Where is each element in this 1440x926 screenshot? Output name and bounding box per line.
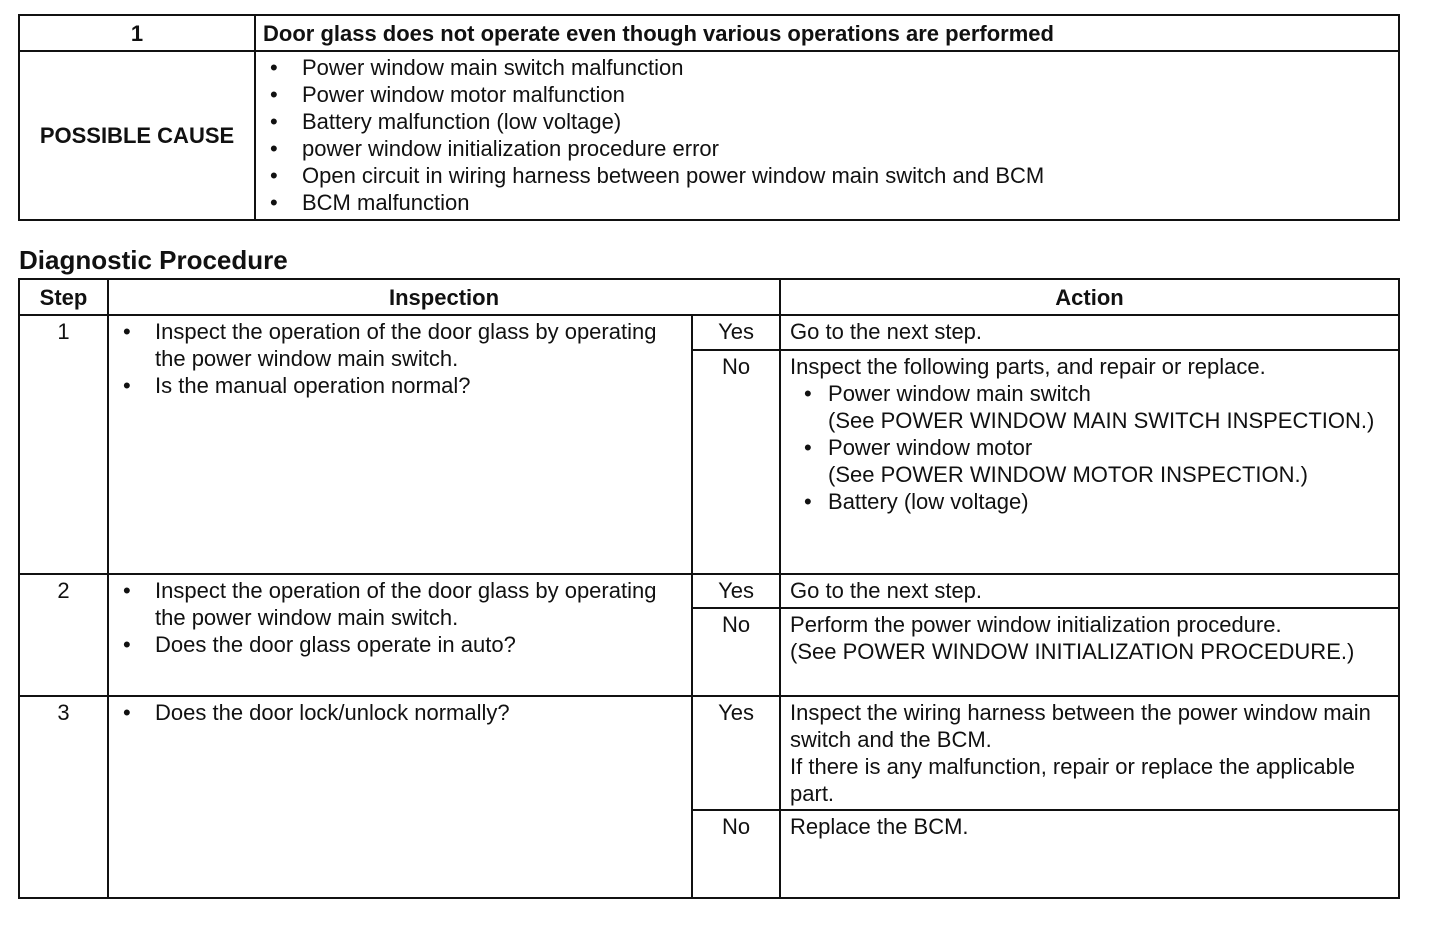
yes-action-line: Inspect the wiring harness between the power window main switch and the BCM. (790, 700, 1371, 752)
inspection-item: • Does the door glass operate in auto? (109, 631, 691, 658)
step-number: 3 (19, 696, 108, 898)
part-item (790, 434, 1392, 488)
no-action-reference: (See POWER WINDOW INITIALIZATION PROCEDURE.) (790, 639, 1355, 664)
no-label: No (692, 810, 780, 898)
cause-item: • BCM malfunction (256, 189, 1398, 216)
part-name: • Power window motor (828, 435, 1033, 460)
no-label: No (692, 350, 780, 574)
step-number: 1 (19, 315, 108, 574)
table-row (19, 696, 1399, 810)
symptom-title: Door glass does not operate even though various operations are performed (255, 15, 1399, 51)
diagnostic-procedure-table (18, 278, 1400, 899)
no-action-line: Perform the power window initialization procedure. (790, 612, 1282, 637)
inspection-cell (108, 574, 692, 696)
part-item (790, 488, 1392, 515)
table-header-row (19, 279, 1399, 315)
cause-item: • Power window main switch malfunction (256, 54, 1398, 81)
yes-action-line: If there is any malfunction, repair or replace the applicable part. (790, 754, 1355, 806)
table-row (19, 315, 1399, 350)
possible-cause-table (18, 14, 1400, 221)
yes-action: Go to the next step. (780, 574, 1399, 608)
part-reference: (See POWER WINDOW MOTOR INSPECTION.) (828, 462, 1308, 487)
yes-action (780, 696, 1399, 810)
no-action-intro: Inspect the following parts, and repair or replace. (790, 354, 1266, 379)
inspection-item: • Inspect the operation of the door glass by operating the power window main switch. (109, 577, 691, 631)
possible-cause-list (256, 54, 1398, 216)
yes-action: Go to the next step. (780, 315, 1399, 350)
cause-item: • Battery malfunction (low voltage) (256, 108, 1398, 135)
cause-item: • Open circuit in wiring harness between power window main switch and BCM (256, 162, 1398, 189)
symptom-number: 1 (19, 15, 255, 51)
cause-item: • power window initialization procedure error (256, 135, 1398, 162)
part-name: • Power window main switch (828, 381, 1091, 406)
table-row (19, 574, 1399, 608)
diagnostic-procedure-heading: Diagnostic Procedure (19, 245, 288, 275)
no-action (780, 608, 1399, 696)
possible-cause-list-cell (255, 51, 1399, 220)
cause-item: • Power window motor malfunction (256, 81, 1398, 108)
no-action: Replace the BCM. (780, 810, 1399, 898)
part-reference: (See POWER WINDOW MAIN SWITCH INSPECTION.) (828, 408, 1375, 433)
part-name: • Battery (low voltage) (828, 489, 1029, 514)
part-item (790, 380, 1392, 434)
no-label: No (692, 608, 780, 696)
inspection-item: • Inspect the operation of the door glass by operating the power window main switch. (109, 318, 691, 372)
step-number: 2 (19, 574, 108, 696)
step-column-header: Step (19, 279, 108, 315)
inspection-column-header: Inspection (108, 279, 780, 315)
yes-label: Yes (692, 574, 780, 608)
yes-label: Yes (692, 696, 780, 810)
inspection-item: • Is the manual operation normal? (109, 372, 691, 399)
inspection-item: • Does the door lock/unlock normally? (109, 699, 691, 726)
yes-label: Yes (692, 315, 780, 350)
action-column-header: Action (780, 279, 1399, 315)
possible-cause-label: POSSIBLE CAUSE (19, 51, 255, 220)
inspection-cell (108, 315, 692, 574)
no-action (780, 350, 1399, 574)
inspection-cell (108, 696, 692, 898)
